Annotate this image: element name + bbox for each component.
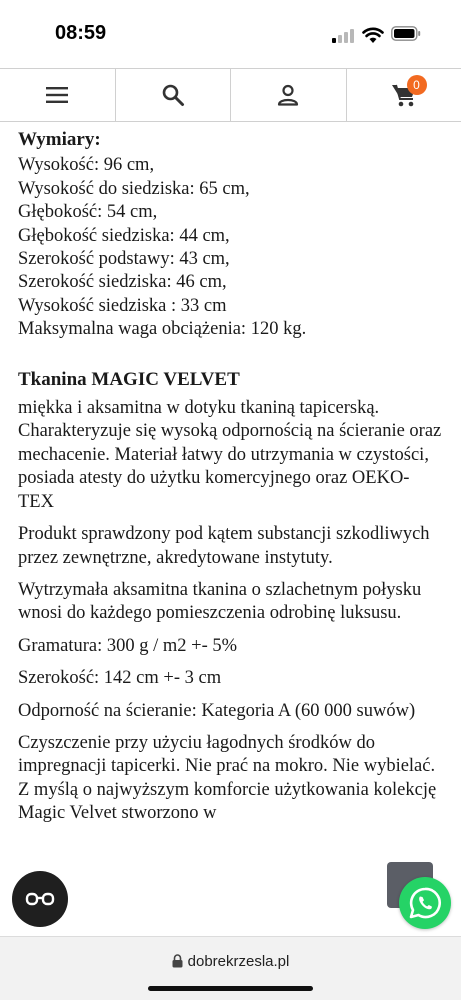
dimension-line: Wysokość: 96 cm, [18, 154, 443, 177]
whatsapp-icon [408, 886, 442, 920]
fabric-title: Tkanina MAGIC VELVET [18, 368, 443, 391]
whatsapp-button[interactable] [399, 877, 451, 929]
dimension-line: Głębokość: 54 cm, [18, 201, 443, 224]
dimension-line: Wysokość do siedziska: 65 cm, [18, 178, 443, 201]
glasses-icon [25, 891, 55, 907]
product-description [18, 128, 443, 933]
search-button[interactable] [116, 69, 232, 121]
cart-count-badge: 0 [407, 75, 427, 95]
browser-address-bar[interactable] [0, 936, 461, 1000]
url-display[interactable] [0, 953, 461, 970]
battery-icon [391, 26, 421, 41]
fabric-paragraph: miękka i aksamitna w dotyku tkaniną tapicerską. Charakteryzuje się wysoką odpornością na ścieranie oraz mechacenie. Materiał łatwy do utrzymania w czystości, posiada atesty do użytku komercyjnego oraz OEKO-TEX [18, 397, 443, 514]
hamburger-menu-icon [45, 86, 69, 104]
menu-button[interactable] [0, 69, 116, 121]
lock-icon [172, 954, 183, 968]
account-button[interactable] [231, 69, 347, 121]
user-icon [277, 84, 299, 106]
fabric-paragraph: Produkt sprawdzony pod kątem substancji szkodliwych przez zewnętrzne, akredytowane instytuty. [18, 523, 443, 570]
fabric-paragraph: Odporność na ścieranie: Kategoria A (60 000 suwów) [18, 700, 443, 723]
status-bar [0, 0, 461, 68]
top-navigation [0, 68, 461, 122]
home-indicator [148, 986, 313, 991]
dimension-line: Wysokość siedziska : 33 cm [18, 295, 443, 318]
dimension-line: Szerokość podstawy: 43 cm, [18, 248, 443, 271]
dimension-line: Szerokość siedziska: 46 cm, [18, 271, 443, 294]
dimensions-heading: Wymiary: [18, 128, 443, 151]
cellular-signal-icon [332, 29, 354, 43]
cart-button[interactable] [347, 69, 461, 121]
fabric-paragraph: Wytrzymała aksamitna tkanina o szlachetnym połysku wnosi do każdego pomieszczenia odrobinę luksusu. [18, 579, 443, 626]
fabric-paragraph: Gramatura: 300 g / m2 +- 5% [18, 635, 443, 658]
wifi-icon [362, 26, 384, 44]
fabric-paragraph: Szerokość: 142 cm +- 3 cm [18, 667, 443, 690]
url-text: dobrekrzesla.pl [188, 953, 290, 970]
dimensions-list [18, 154, 443, 341]
dimension-line: Głębokość siedziska: 44 cm, [18, 225, 443, 248]
search-icon [161, 83, 185, 107]
dimension-line: Maksymalna waga obciążenia: 120 kg. [18, 318, 443, 341]
fabric-paragraph: Czyszczenie przy użyciu łagodnych środków do impregnacji tapicerki. Nie prać na mokro. Nie wybielać. Z myślą o najwyższym komforcie użytkowania kolekcję Magic Velvet stworzono w [18, 732, 443, 826]
accessibility-button[interactable] [12, 871, 68, 927]
status-time: 08:59 [55, 22, 106, 45]
